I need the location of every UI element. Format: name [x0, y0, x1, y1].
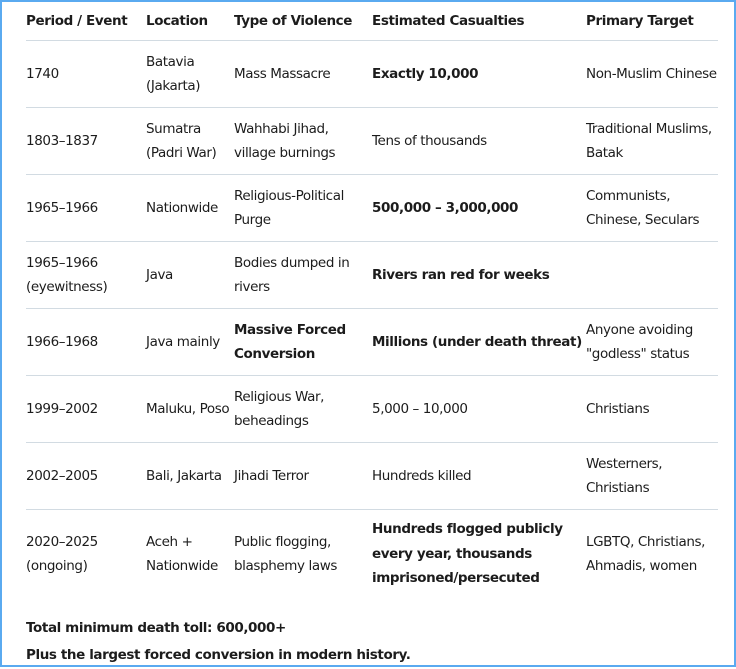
cell-casualties	[372, 175, 586, 242]
header-type: Type of Violence	[234, 2, 372, 41]
cell-type-text: Massive Forced Conversion	[234, 321, 346, 362]
header-location: Location	[146, 2, 234, 41]
cell-location: Java	[146, 242, 234, 309]
cell-target: Communists, Chinese, Seculars	[586, 175, 718, 242]
table-row	[26, 443, 718, 510]
cell-casualties-text: Exactly 10,000	[372, 65, 479, 82]
cell-casualties: Tens of thousands	[372, 108, 586, 175]
header-period: Period / Event	[26, 2, 146, 41]
cell-target: Non-Muslim Chinese	[586, 41, 718, 108]
cell-location: Java mainly	[146, 309, 234, 376]
table-row	[26, 510, 718, 599]
cell-type: Mass Massacre	[234, 41, 372, 108]
cell-type: Wahhabi Jihad, village burnings	[234, 108, 372, 175]
cell-target	[586, 242, 718, 309]
table-row	[26, 242, 718, 309]
cell-location: Batavia (Jakarta)	[146, 41, 234, 108]
cell-casualties	[372, 510, 586, 599]
cell-target: Anyone avoiding "godless" status	[586, 309, 718, 376]
header-casualties: Estimated Casualties	[372, 2, 586, 41]
total-death-toll: Total minimum death toll: 600,000+	[26, 620, 286, 636]
cell-target: LGBTQ, Christians, Ahmadis, women	[586, 533, 706, 574]
cell-target: Christians	[586, 376, 718, 443]
table-row	[26, 309, 718, 376]
cell-casualties	[372, 242, 586, 309]
cell-location: Bali, Jakarta	[146, 443, 234, 510]
cell-period: 2002–2005	[26, 443, 146, 510]
table-row	[26, 41, 718, 108]
cell-type: Bodies dumped in rivers	[234, 242, 372, 309]
cell-period: 1966–1968	[26, 309, 146, 376]
cell-period: 1740	[26, 41, 146, 108]
cell-type	[234, 309, 372, 376]
table-header-row	[26, 2, 718, 41]
cell-location: Maluku, Poso	[146, 376, 234, 443]
cell-casualties-text: Hundreds flogged publicly every year, thousands imprisoned/persecuted	[372, 521, 563, 587]
cell-location: Aceh + Nationwide	[146, 533, 218, 574]
cell-casualties	[372, 41, 586, 108]
table-row	[26, 175, 718, 242]
cell-target: Westerners, Christians	[586, 443, 718, 510]
cell-period: 1999–2002	[26, 376, 146, 443]
cell-type: Religious War, beheadings	[234, 376, 372, 443]
cell-type: Jihadi Terror	[234, 443, 372, 510]
cell-casualties: Hundreds killed	[372, 443, 586, 510]
cell-casualties: 5,000 – 10,000	[372, 376, 586, 443]
summary-footer	[26, 615, 411, 669]
cell-casualties	[372, 309, 586, 376]
cell-location: Nationwide	[146, 175, 234, 242]
cell-target: Traditional Muslims, Batak	[586, 108, 718, 175]
violence-table	[26, 2, 718, 598]
cell-period: 2020–2025 (ongoing)	[26, 533, 98, 574]
forced-conversion-note: Plus the largest forced conversion in modern history.	[26, 647, 411, 663]
table-row	[26, 376, 718, 443]
cell-period: 1803–1837	[26, 108, 146, 175]
cell-casualties-text: Millions (under death threat)	[372, 333, 582, 350]
table-row	[26, 108, 718, 175]
cell-location: Sumatra (Padri War)	[146, 108, 234, 175]
header-target: Primary Target	[586, 2, 718, 41]
cell-period: 1965–1966 (eyewitness)	[26, 242, 146, 309]
cell-casualties-text: Rivers ran red for weeks	[372, 266, 550, 283]
cell-type: Public flogging, blasphemy laws	[234, 533, 337, 574]
cell-casualties-text: 500,000 – 3,000,000	[372, 199, 519, 216]
cell-period: 1965–1966	[26, 175, 146, 242]
cell-type: Religious-Political Purge	[234, 175, 372, 242]
